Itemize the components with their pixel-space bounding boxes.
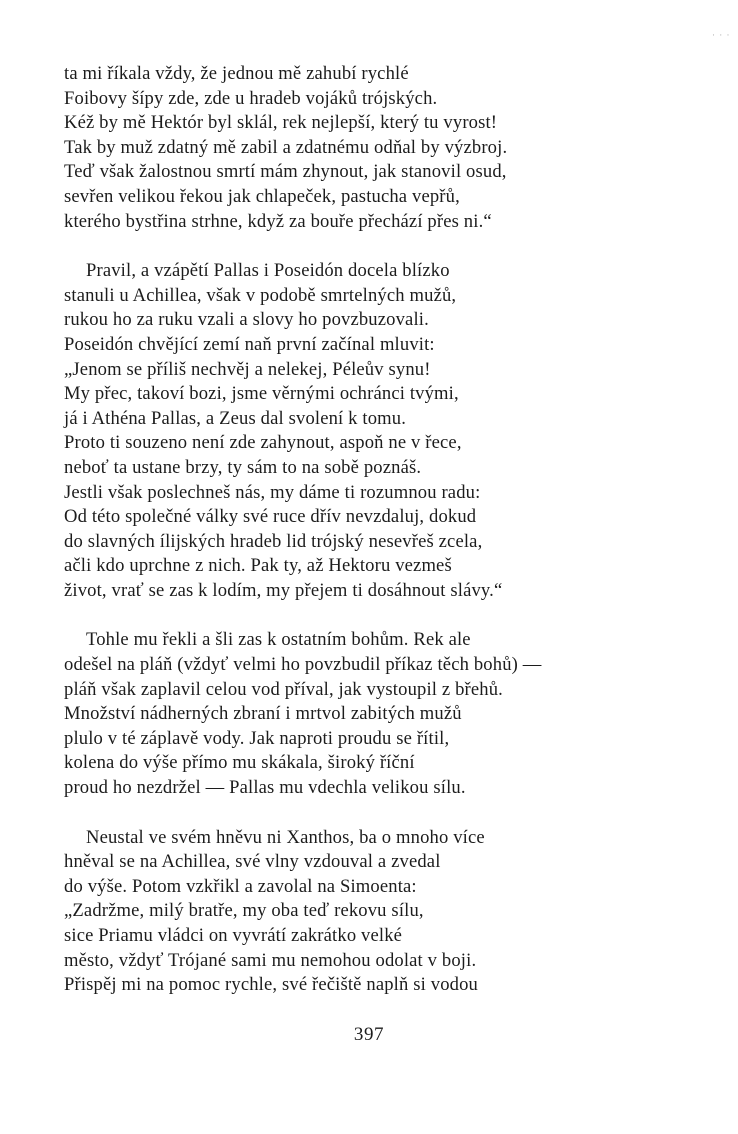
text-line: život, vrať se zas k lodím, my přejem ti dosáhnout slávy.“	[64, 579, 503, 601]
text-line: Pravil, a vzápětí Pallas i Poseidón docela blízko	[86, 260, 450, 282]
text-line: město, vždyť Trójané sami mu nemohou odolat v boji.	[64, 949, 477, 971]
text-line: stanuli u Achillea, však v podobě smrtelných mužů,	[64, 284, 457, 306]
text-line: Foibovy šípy zde, zde u hradeb vojáků trójských.	[64, 87, 438, 109]
text-line: proud ho nezdržel — Pallas mu vdechla velikou sílu.	[64, 777, 466, 799]
text-line: Jestli však poslechneš nás, my dáme ti rozumnou radu:	[64, 481, 481, 503]
text-line: Množství nádherných zbraní i mrtvol zabitých mužů	[64, 703, 462, 725]
text-line: „Zadržme, milý bratře, my oba teď rekovu sílu,	[64, 900, 424, 922]
text-line: Kéž by mě Hektór byl sklál, rek nejlepší, který tu vyrost!	[64, 112, 498, 134]
text-line: Proto ti souzeno není zde zahynout, aspoň ne v řece,	[64, 432, 462, 454]
text-line: Poseidón chvějící zemí naň první začínal mluvit:	[64, 333, 435, 355]
text-line: Teď však žalostnou smrtí mám zhynout, jak stanovil osud,	[64, 161, 507, 183]
text-line: já i Athéna Pallas, a Zeus dal svolení k tomu.	[64, 407, 407, 429]
text-line: pláň však zaplavil celou vod příval, jak vystoupil z břehů.	[64, 678, 503, 700]
text-line: „Jenom se příliš nechvěj a nelekej, Péleův synu!	[64, 358, 431, 380]
text-line: sevřen velikou řekou jak chlapeček, pastucha vepřů,	[64, 185, 460, 207]
stanza-2	[64, 259, 724, 603]
stanza-1	[64, 62, 724, 234]
text-line: ačli kdo uprchne z nich. Pak ty, až Hektoru vezmeš	[64, 555, 452, 577]
text-line: do výše. Potom vzkřikl a zavolal na Simoenta:	[64, 875, 417, 897]
page-number: 397	[353, 1024, 385, 1045]
text-line: Tohle mu řekli a šli zas k ostatním bohům. Rek ale	[86, 629, 471, 651]
text-line: Neustal ve svém hněvu ni Xanthos, ba o mnoho více	[86, 826, 485, 848]
text-line: Tak by muž zdatný mě zabil a zdatnému odňal by výzbroj.	[64, 136, 508, 158]
text-line: Od této společné války své ruce dřív nevzdaluj, dokud	[64, 506, 477, 528]
text-line: odešel na pláň (vždyť velmi ho povzbudil příkaz těch bohů) —	[64, 654, 542, 676]
text-line: rukou ho za ruku vzali a slovy ho povzbuzovali.	[64, 309, 429, 331]
scan-mark: · · ·	[712, 30, 731, 40]
stanza-3	[64, 628, 724, 800]
text-line: do slavných ílijských hradeb lid trójský nesevřeš zcela,	[64, 530, 483, 552]
text-line: My přec, takoví bozi, jsme věrnými ochránci tvými,	[64, 383, 459, 405]
text-line: kolena do výše přímo mu skákala, široký říční	[64, 752, 415, 774]
text-line: ta mi říkala vždy, že jednou mě zahubí rychlé	[64, 63, 409, 84]
stanza-4	[64, 826, 724, 998]
text-line: kterého bystřina strhne, když za bouře přechází přes ni.“	[64, 210, 492, 232]
text-line: neboť ta ustane brzy, ty sám to na sobě poznáš.	[64, 456, 422, 478]
text-line: plulo v té záplavě vody. Jak naproti proudu se řítil,	[64, 727, 450, 749]
text-body	[64, 62, 724, 998]
text-line: hněval se na Achillea, své vlny vzdouval a zvedal	[64, 851, 441, 873]
text-line: sice Priamu vládci on vyvrátí zakrátko velké	[64, 925, 403, 946]
text-line: Přispěj mi na pomoc rychle, své řečiště naplň si vodou	[64, 974, 478, 996]
